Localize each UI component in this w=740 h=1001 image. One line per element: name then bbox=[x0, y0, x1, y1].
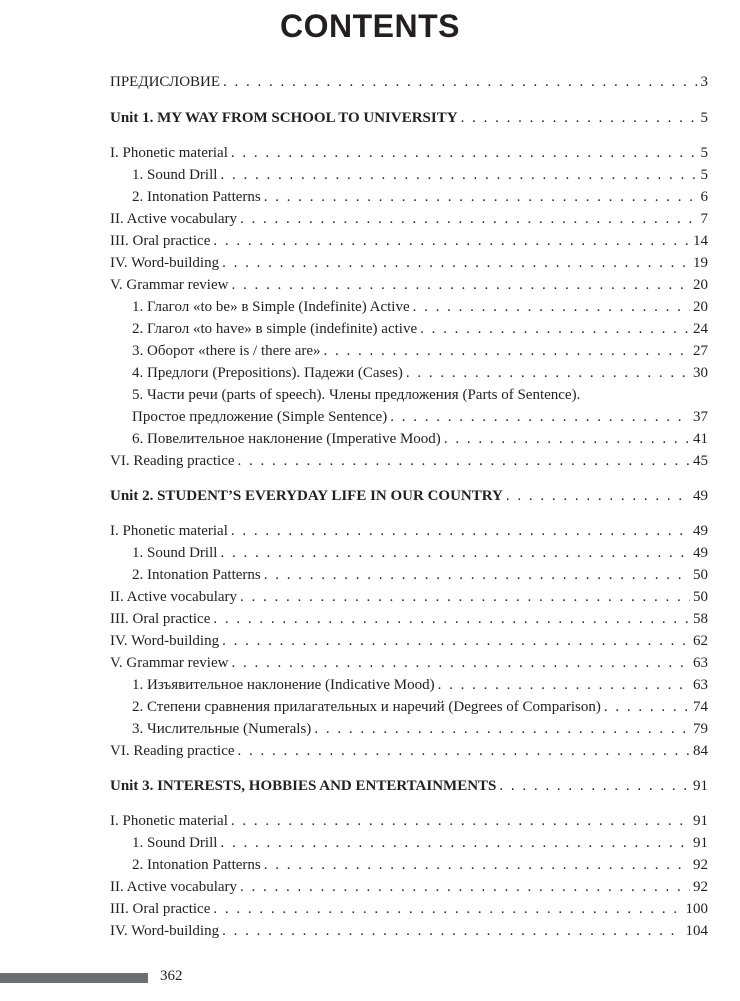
toc-entry-label: 1. Sound Drill bbox=[132, 835, 218, 851]
toc-row[interactable] bbox=[110, 164, 708, 186]
toc-row[interactable] bbox=[110, 586, 708, 608]
toc-entry-label: III. Oral practice bbox=[110, 233, 211, 249]
toc-row[interactable] bbox=[110, 450, 708, 472]
toc-leader-dots bbox=[499, 775, 690, 797]
toc-page-number: 49 bbox=[693, 523, 708, 539]
toc-row[interactable] bbox=[110, 674, 708, 696]
toc-page-number: 5 bbox=[700, 145, 708, 161]
toc-entry-label: Простое предложение (Simple Sentence) bbox=[132, 409, 388, 425]
toc-page-number: 50 bbox=[693, 589, 708, 605]
toc-page-number: 63 bbox=[693, 655, 708, 671]
toc-leader-dots bbox=[406, 362, 690, 384]
toc-row[interactable] bbox=[110, 274, 708, 296]
toc-row[interactable] bbox=[110, 696, 708, 718]
toc-leader-dots bbox=[238, 450, 690, 472]
toc-row[interactable] bbox=[110, 832, 708, 854]
toc-leader-dots bbox=[220, 542, 690, 564]
toc-page-number: 5 bbox=[700, 110, 708, 126]
toc-entry-label: 5. Части речи (parts of speech). Члены предложения (Parts of Sentence). bbox=[132, 387, 581, 403]
toc-leader-dots bbox=[324, 340, 690, 362]
toc-entry-label: I. Phonetic material bbox=[110, 145, 228, 161]
toc-row[interactable] bbox=[110, 898, 708, 920]
toc-entry-label: ПРЕДИСЛОВИЕ bbox=[110, 74, 221, 90]
toc-page-number: 104 bbox=[685, 923, 708, 939]
toc-leader-dots bbox=[314, 718, 690, 740]
toc-row[interactable] bbox=[110, 854, 708, 876]
toc-entry-label: 1. Глагол «to be» в Simple (Indefinite) Active bbox=[132, 299, 410, 315]
toc-page-number: 92 bbox=[693, 857, 708, 873]
toc-leader-dots bbox=[220, 832, 690, 854]
toc-row[interactable] bbox=[110, 740, 708, 762]
toc-row[interactable] bbox=[110, 208, 708, 230]
toc-leader-dots bbox=[213, 230, 690, 252]
toc-leader-dots bbox=[420, 318, 690, 340]
toc-row[interactable] bbox=[110, 876, 708, 898]
toc-entry-label: 4. Предлоги (Prepositions). Падежи (Cases) bbox=[132, 365, 403, 381]
toc-page-number: 91 bbox=[693, 778, 708, 794]
toc-page-number: 100 bbox=[685, 901, 708, 917]
toc-leader-dots bbox=[264, 564, 690, 586]
toc-page-number: 24 bbox=[693, 321, 708, 337]
toc-leader-dots bbox=[222, 920, 682, 942]
toc-page-number: 91 bbox=[693, 835, 708, 851]
toc-entry-label: II. Active vocabulary bbox=[110, 589, 238, 605]
page-title: CONTENTS bbox=[280, 8, 460, 44]
toc-entry-label: 2. Intonation Patterns bbox=[132, 189, 261, 205]
toc-entry-label: 1. Sound Drill bbox=[132, 167, 218, 183]
toc-leader-dots bbox=[444, 428, 690, 450]
toc-entry-label: 2. Intonation Patterns bbox=[132, 567, 261, 583]
toc-row[interactable] bbox=[110, 428, 708, 450]
toc-entry-label: I. Phonetic material bbox=[110, 813, 228, 829]
toc-entry-label: 1. Изъявительное наклонение (Indicative Mood) bbox=[132, 677, 435, 693]
toc-leader-dots bbox=[461, 107, 698, 129]
toc-leader-dots bbox=[240, 208, 697, 230]
toc-row[interactable] bbox=[110, 542, 708, 564]
toc-unit-label: Unit 2. STUDENT’S EVERYDAY LIFE IN OUR COUNTRY bbox=[110, 488, 503, 504]
toc-leader-dots bbox=[223, 71, 697, 93]
toc-row[interactable] bbox=[110, 252, 708, 274]
toc-row-unit-3[interactable] bbox=[110, 775, 708, 797]
toc-page-number: 5 bbox=[700, 167, 708, 183]
toc-page-number: 74 bbox=[693, 699, 708, 715]
toc-leader-dots bbox=[240, 876, 690, 898]
toc-page-number: 37 bbox=[693, 409, 708, 425]
toc-page-number: 58 bbox=[693, 611, 708, 627]
toc-leader-dots bbox=[413, 296, 690, 318]
toc-entry-label: IV. Word-building bbox=[110, 633, 220, 649]
toc-leader-dots bbox=[231, 274, 690, 296]
toc-leader-dots bbox=[231, 142, 698, 164]
toc-page-number: 49 bbox=[693, 545, 708, 561]
toc-leader-dots bbox=[222, 252, 690, 274]
toc-row[interactable] bbox=[110, 186, 708, 208]
toc-entry-label: 2. Степени сравнения прилагательных и наречий (Degrees of Comparison) bbox=[132, 699, 601, 715]
toc-entry-label: II. Active vocabulary bbox=[110, 211, 238, 227]
toc-leader-dots bbox=[264, 186, 698, 208]
toc-page-number: 92 bbox=[693, 879, 708, 895]
toc-leader-dots bbox=[240, 586, 690, 608]
toc-row[interactable] bbox=[110, 230, 708, 252]
toc-row[interactable] bbox=[110, 630, 708, 652]
toc-row[interactable] bbox=[110, 520, 708, 542]
toc-row[interactable] bbox=[110, 142, 708, 164]
toc-unit-label: Unit 3. INTERESTS, HOBBIES AND ENTERTAINMENTS bbox=[110, 778, 497, 794]
toc-leader-dots bbox=[390, 406, 690, 428]
toc-row-unit-1[interactable] bbox=[110, 107, 708, 129]
toc-unit-label: Unit 1. MY WAY FROM SCHOOL TO UNIVERSITY bbox=[110, 110, 458, 126]
toc-page-number: 45 bbox=[693, 453, 708, 469]
toc-row[interactable] bbox=[110, 920, 708, 942]
footer-bar bbox=[0, 973, 148, 983]
toc-page-number: 20 bbox=[693, 277, 708, 293]
toc-page-number: 30 bbox=[693, 365, 708, 381]
toc-row-unit-2[interactable] bbox=[110, 485, 708, 507]
toc-row[interactable] bbox=[110, 362, 708, 384]
toc-row[interactable] bbox=[110, 608, 708, 630]
toc-row[interactable] bbox=[110, 652, 708, 674]
toc-entry-label: VI. Reading practice bbox=[110, 743, 235, 759]
toc-entry-label: 3. Оборот «there is / there are» bbox=[132, 343, 321, 359]
toc-page-number: 62 bbox=[693, 633, 708, 649]
toc-leader-dots bbox=[213, 608, 690, 630]
toc-page-number: 27 bbox=[693, 343, 708, 359]
toc-entry-label: IV. Word-building bbox=[110, 923, 220, 939]
toc-page-number: 84 bbox=[693, 743, 708, 759]
toc-entry-label: II. Active vocabulary bbox=[110, 879, 238, 895]
table-of-contents bbox=[110, 71, 708, 942]
toc-entry-label: 6. Повелительное наклонение (Imperative Mood) bbox=[132, 431, 441, 447]
toc-page-number: 6 bbox=[700, 189, 708, 205]
toc-entry-label: VI. Reading practice bbox=[110, 453, 235, 469]
toc-leader-dots bbox=[231, 810, 690, 832]
toc-leader-dots bbox=[231, 652, 690, 674]
toc-page-number: 14 bbox=[693, 233, 708, 249]
toc-row[interactable] bbox=[110, 296, 708, 318]
toc-entry-label: III. Oral practice bbox=[110, 611, 211, 627]
toc-entry-label: I. Phonetic material bbox=[110, 523, 228, 539]
toc-page-number: 63 bbox=[693, 677, 708, 693]
toc-row[interactable] bbox=[110, 340, 708, 362]
toc-page-number: 49 bbox=[693, 488, 708, 504]
toc-row[interactable] bbox=[110, 318, 708, 340]
toc-leader-dots bbox=[213, 898, 682, 920]
toc-row[interactable] bbox=[110, 406, 708, 428]
page-number: 362 bbox=[160, 968, 183, 984]
toc-leader-dots bbox=[438, 674, 690, 696]
toc-page-number: 3 bbox=[700, 74, 708, 90]
toc-entry-label: 3. Числительные (Numerals) bbox=[132, 721, 312, 737]
toc-leader-dots bbox=[238, 740, 690, 762]
toc-page-number: 20 bbox=[693, 299, 708, 315]
toc-page-number: 50 bbox=[693, 567, 708, 583]
toc-entry-label: 2. Глагол «to have» в simple (indefinite) active bbox=[132, 321, 418, 337]
toc-leader-dots bbox=[231, 520, 690, 542]
toc-page-number: 7 bbox=[700, 211, 708, 227]
toc-page-number: 91 bbox=[693, 813, 708, 829]
toc-page-number: 19 bbox=[693, 255, 708, 271]
toc-row[interactable] bbox=[110, 384, 708, 406]
toc-leader-dots bbox=[220, 164, 697, 186]
toc-leader-dots bbox=[604, 696, 690, 718]
toc-leader-dots bbox=[506, 485, 690, 507]
toc-row[interactable] bbox=[110, 810, 708, 832]
toc-row-preface[interactable] bbox=[110, 71, 708, 93]
toc-entry-label: IV. Word-building bbox=[110, 255, 220, 271]
toc-entry-label: V. Grammar review bbox=[110, 277, 229, 293]
toc-entry-label: 1. Sound Drill bbox=[132, 545, 218, 561]
toc-page-number: 79 bbox=[693, 721, 708, 737]
toc-leader-dots bbox=[222, 630, 690, 652]
toc-entry-label: V. Grammar review bbox=[110, 655, 229, 671]
toc-page-number: 41 bbox=[693, 431, 708, 447]
toc-leader-dots bbox=[264, 854, 690, 876]
toc-entry-label: III. Oral practice bbox=[110, 901, 211, 917]
toc-row[interactable] bbox=[110, 564, 708, 586]
toc-row[interactable] bbox=[110, 718, 708, 740]
toc-entry-label: 2. Intonation Patterns bbox=[132, 857, 261, 873]
